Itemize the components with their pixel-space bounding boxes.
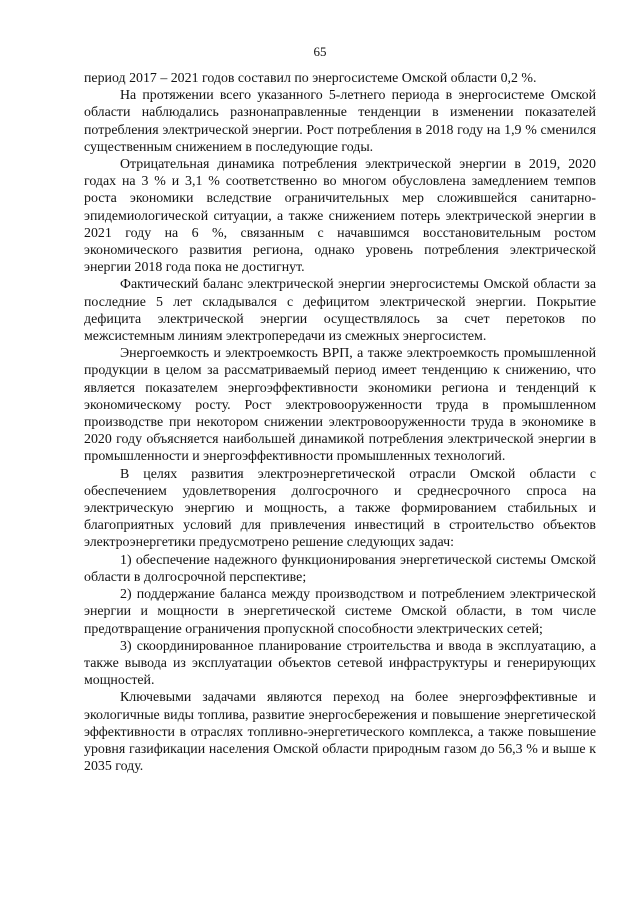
list-item-task-3: 3) скоординированное планирование строительства и ввода в эксплуатацию, а также вывода из эксплуатации объектов сетевой инфраструктуры и генерирующих мощностей. [84, 638, 596, 689]
paragraph-development-goals: В целях развития электроэнергетической отрасли Омской области с обеспечением удовлетворения долгосрочного и среднесрочного спроса на электрическую энергию и мощность, а также формированием стабильных и благоприятных условий для привлечения инвестиций в строительство объектов электроэнергетики предусмотрено решение следующих задач: [84, 466, 596, 551]
list-item-task-2: 2) поддержание баланса между производством и потреблением электрической энергии и мощности в энергетической системе Омской области, в том числе предотвращение ограничения пропускной способности электрических сетей; [84, 587, 596, 637]
paragraph-energy-intensity: Энергоемкость и электроемкость ВРП, а также электроемкость промышленной продукции в целом за рассматриваемый период имеет тенденцию к снижению, что является показателем энергоэффективности экономики региона и тенденций к экономическому росту. Рост электровооруженности труда в промышленном производстве при некотором снижении электровооруженности труда в экономике в 2020 году объясняется наибольшей динамикой потребления электрической энергии в промышленности и энергоэффективности промышленных технологий. [84, 346, 596, 465]
paragraph-continuation: период 2017 – 2021 годов составил по энергосистеме Омской области 0,2 %. [84, 71, 537, 86]
list-item-task-1: 1) обеспечение надежного функционирования энергетической системы Омской области в долгосрочной перспективе; [84, 552, 596, 585]
paragraph-consumption-trends: На протяжении всего указанного 5-летнего периода в энергосистеме Омской области наблюдались разнонаправленные тенденции в изменении показателей потребления электрической энергии. Рост потребления в 2018 году на 1,9 % сменился существенным снижением в последующие годы. [84, 88, 596, 155]
paragraph-energy-balance: Фактический баланс электрической энергии энергосистемы Омской области за последние 5 лет складывался с дефицитом электрической энергии. Покрытие дефицита электрической энергии осуществлялось за счет перетоков по межсистемным линиям электропередачи из смежных энергосистем. [84, 277, 596, 345]
document-body [84, 70, 596, 775]
paragraph-key-tasks: Ключевыми задачами являются переход на более энергоэффективные и экологичные виды топлива, развитие энергосбережения и повышение энергетической эффективности в отраслях топливно-энергетического комплекса, а также повышение уровня газификации населения Омской области природным газом до 56,3 % и выше к 2035 году. [84, 690, 596, 775]
paragraph-negative-dynamics: Отрицательная динамика потребления электрической энергии в 2019, 2020 годах на 3 % и 3,1 % соответственно во многом обусловлена замедлением темпов роста экономики вследствие ограничительных мер сложившейся санитарно-эпидемиологической ситуации, а также снижением потерь электрической энергии в 2021 году на 6 %, связанным с начавшимся восстановительным ростом экономического развития региона, однако уровень потребления электрической энергии 2018 года пока не достигнут. [84, 157, 596, 276]
page-number: 65 [313, 44, 327, 59]
